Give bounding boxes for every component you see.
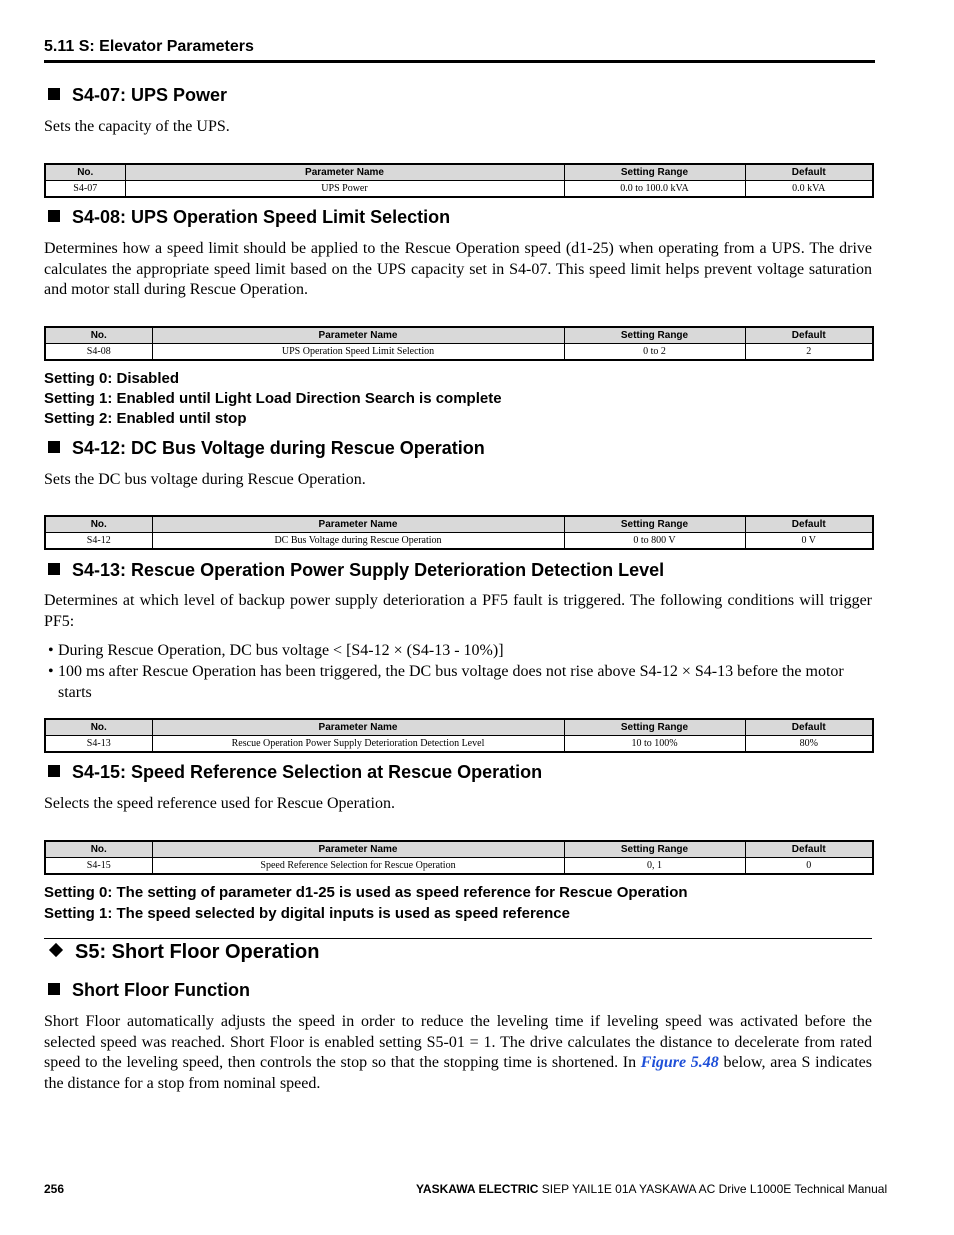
cell-range: 0.0 to 100.0 kVA xyxy=(564,181,745,198)
col-header-name: Parameter Name xyxy=(152,841,564,858)
table-row xyxy=(45,533,873,550)
s4-08-setting-1: Setting 1: Enabled until Light Load Direction Search is complete xyxy=(44,390,502,407)
heading-text: S5: Short Floor Operation xyxy=(75,941,320,963)
table-header-row xyxy=(45,719,873,736)
table-header-row xyxy=(45,327,873,344)
heading-s4-12 xyxy=(48,438,485,459)
cell-range: 10 to 100% xyxy=(564,736,745,753)
cell-no: S4-07 xyxy=(45,181,125,198)
s4-13-bullet-2 xyxy=(44,662,872,703)
heading-text: S4-15: Speed Reference Selection at Rescue Operation xyxy=(72,762,543,782)
heading-s4-13 xyxy=(48,560,664,581)
cell-default: 0 V xyxy=(745,533,873,550)
square-bullet-icon xyxy=(48,88,60,100)
heading-text: S4-12: DC Bus Voltage during Rescue Operation xyxy=(72,438,485,458)
s4-08-description: Determines how a speed limit should be applied to the Rescue Operation speed (d1-25) when operating from a UPS. The drive calculates the appropriate speed limit based on the UPS capacity set in S4-07. This speed limit helps prevent voltage saturation and motor stall during Rescue Operation. xyxy=(44,240,872,298)
col-header-default: Default xyxy=(745,841,873,858)
bullet-dot-icon: • xyxy=(48,663,54,680)
diamond-bullet-icon xyxy=(49,943,63,957)
square-bullet-icon xyxy=(48,765,60,777)
cell-name: UPS Operation Speed Limit Selection xyxy=(152,344,564,361)
table-header-row xyxy=(45,164,873,181)
header-divider xyxy=(44,60,875,63)
footer-brand: YASKAWA ELECTRIC xyxy=(416,1182,539,1196)
heading-text: S4-13: Rescue Operation Power Supply Deterioration Detection Level xyxy=(72,560,665,580)
table-row xyxy=(45,736,873,753)
s4-08-table xyxy=(44,326,874,361)
s4-15-description: Selects the speed reference used for Rescue Operation. xyxy=(44,795,395,812)
page-number: 256 xyxy=(44,1182,65,1196)
figure-link[interactable]: Figure 5.48 xyxy=(640,1054,719,1071)
col-header-default: Default xyxy=(745,164,873,181)
col-header-name: Parameter Name xyxy=(152,516,564,533)
cell-no: S4-13 xyxy=(45,736,152,753)
cell-name: DC Bus Voltage during Rescue Operation xyxy=(152,533,564,550)
cell-name: Speed Reference Selection for Rescue Operation xyxy=(152,858,564,875)
heading-text: Short Floor Function xyxy=(72,980,250,1000)
description-text-after: below, area S indicates the distance for a stop from nominal speed. xyxy=(44,1054,872,1092)
cell-default: 2 xyxy=(745,344,873,361)
footer-manual-info xyxy=(416,1182,888,1196)
s4-08-setting-0: Setting 0: Disabled xyxy=(44,370,180,387)
heading-text: S4-07: UPS Power xyxy=(72,85,228,105)
s4-13-table xyxy=(44,718,874,753)
cell-default: 80% xyxy=(745,736,873,753)
cell-name: UPS Power xyxy=(125,181,564,198)
col-header-range: Setting Range xyxy=(564,327,745,344)
s4-08-setting-2: Setting 2: Enabled until stop xyxy=(44,410,247,427)
description-text-before: Short Floor automatically adjusts the speed in order to reduce the leveling time if leveling speed was activated before the selected speed was reached. Short Floor is enabled setting S5-01 = 1. The drive calculates the distance to decelerate from rated speed to the leveling speed, then controls the stop so that the stopping time is shortened. In xyxy=(44,1013,872,1071)
s4-07-description: Sets the capacity of the UPS. xyxy=(44,118,230,135)
col-header-default: Default xyxy=(745,719,873,736)
bullet-dot-icon: • xyxy=(48,642,54,659)
col-header-no: No. xyxy=(45,164,125,181)
col-header-name: Parameter Name xyxy=(125,164,564,181)
col-header-no: No. xyxy=(45,327,152,344)
s4-13-bullet-1 xyxy=(44,641,872,662)
table-row xyxy=(45,858,873,875)
heading-s4-15 xyxy=(48,762,542,783)
col-header-range: Setting Range xyxy=(564,719,745,736)
s4-12-table xyxy=(44,515,874,550)
cell-no: S4-08 xyxy=(45,344,152,361)
col-header-default: Default xyxy=(745,327,873,344)
square-bullet-icon xyxy=(48,983,60,995)
cell-default: 0.0 kVA xyxy=(745,181,873,198)
cell-range: 0, 1 xyxy=(564,858,745,875)
cell-name: Rescue Operation Power Supply Deterioration Detection Level xyxy=(152,736,564,753)
col-header-no: No. xyxy=(45,516,152,533)
table-header-row xyxy=(45,841,873,858)
s4-07-table xyxy=(44,163,874,198)
square-bullet-icon xyxy=(48,563,60,575)
square-bullet-icon xyxy=(48,210,60,222)
cell-no: S4-12 xyxy=(45,533,152,550)
heading-s4-07 xyxy=(48,85,227,106)
s4-15-setting-1: Setting 1: The speed selected by digital inputs is used as speed reference xyxy=(44,905,570,922)
heading-s5 xyxy=(48,941,319,964)
s4-15-table xyxy=(44,840,874,875)
cell-default: 0 xyxy=(745,858,873,875)
col-header-no: No. xyxy=(45,841,152,858)
col-header-default: Default xyxy=(745,516,873,533)
s4-15-setting-0: Setting 0: The setting of parameter d1-25 is used as speed reference for Rescue Operation xyxy=(44,884,688,901)
col-header-name: Parameter Name xyxy=(152,719,564,736)
bullet-text: 100 ms after Rescue Operation has been triggered, the DC bus voltage does not rise above S4-12 × S4-13 before the motor starts xyxy=(58,663,844,701)
heading-short-floor-function xyxy=(48,980,250,1001)
s4-13-description: Determines at which level of backup power supply deterioration a PF5 fault is triggered. The following conditions will trigger PF5: xyxy=(44,592,872,630)
section-divider xyxy=(44,938,872,939)
short-floor-description xyxy=(44,1012,872,1094)
col-header-name: Parameter Name xyxy=(152,327,564,344)
page-section-title: 5.11 S: Elevator Parameters xyxy=(44,38,254,55)
cell-range: 0 to 2 xyxy=(564,344,745,361)
col-header-no: No. xyxy=(45,719,152,736)
table-row xyxy=(45,181,873,198)
col-header-range: Setting Range xyxy=(564,164,745,181)
col-header-range: Setting Range xyxy=(564,841,745,858)
footer-manual-title: SIEP YAIL1E 01A YASKAWA AC Drive L1000E Technical Manual xyxy=(538,1182,888,1196)
table-header-row xyxy=(45,516,873,533)
col-header-range: Setting Range xyxy=(564,516,745,533)
cell-no: S4-15 xyxy=(45,858,152,875)
heading-text: S4-08: UPS Operation Speed Limit Selection xyxy=(72,207,451,227)
s4-12-description: Sets the DC bus voltage during Rescue Operation. xyxy=(44,471,366,488)
table-row xyxy=(45,344,873,361)
bullet-text: During Rescue Operation, DC bus voltage < [S4-12 × (S4-13 - 10%)] xyxy=(58,642,504,659)
cell-range: 0 to 800 V xyxy=(564,533,745,550)
heading-s4-08 xyxy=(48,207,450,228)
square-bullet-icon xyxy=(48,441,60,453)
